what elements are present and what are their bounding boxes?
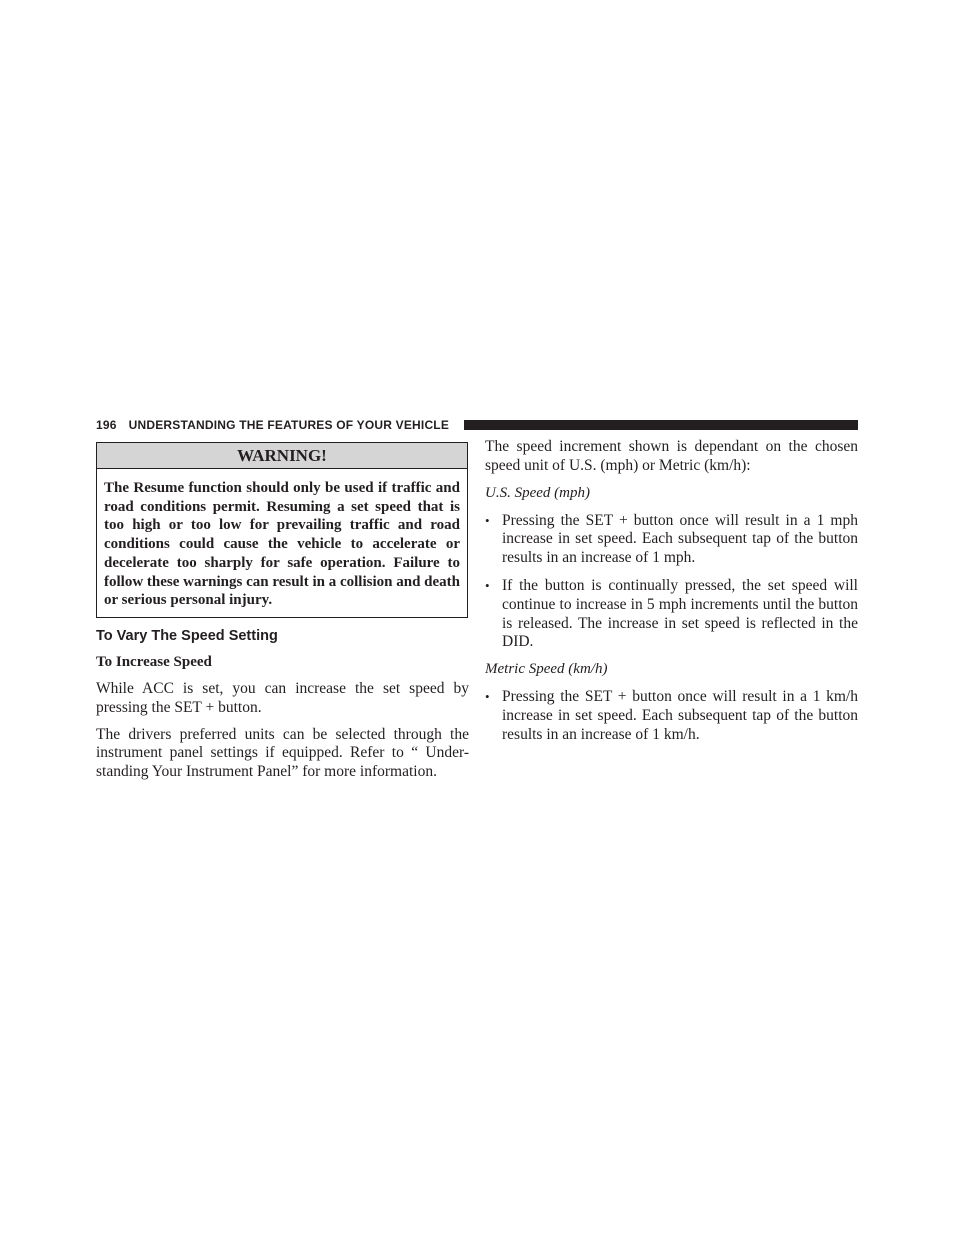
- warning-box: [96, 442, 468, 618]
- paragraph-speed-increment: The speed increment shown is dependant on the chosen speed unit of U.S. (mph) or Metric (km/h):: [485, 438, 858, 474]
- page-number: 196: [96, 417, 117, 432]
- bullet-icon: •: [485, 512, 490, 528]
- sub-heading-increase-speed: To Increase Speed: [96, 653, 212, 670]
- us-speed-heading: U.S. Speed (mph): [485, 484, 590, 501]
- bullet-icon: •: [485, 577, 490, 593]
- right-column: [485, 438, 858, 745]
- list-item: [485, 577, 858, 652]
- us-speed-list: [485, 512, 858, 653]
- running-section-title: UNDERSTANDING THE FEATURES OF YOUR VEHICLE: [128, 417, 450, 432]
- section-heading: To Vary The Speed Setting: [96, 627, 278, 644]
- list-item: [485, 688, 858, 744]
- paragraph-increase-speed: While ACC is set, you can increase the set speed by pressing the SET + button.: [96, 679, 469, 716]
- warning-title: WARNING!: [97, 443, 467, 469]
- paragraph-preferred-units: The drivers preferred units can be selected through the instrument panel settings if equipped. Refer to “ Under-standing Your Instrument Panel” for more information.: [96, 725, 469, 781]
- list-item-text: If the button is continually pressed, the set speed will continue to increase in 5 mph increments until the button is released. The increase in set speed is reflected in the DID.: [502, 576, 858, 651]
- list-item: [485, 512, 858, 568]
- list-item-text: Pressing the SET + button once will result in a 1 km/h increase in set speed. Each subsequent tap of the button results in an increase of 1 km/h.: [502, 688, 858, 743]
- metric-speed-heading: Metric Speed (km/h): [485, 661, 608, 678]
- page-header: [96, 417, 858, 432]
- metric-speed-list: [485, 688, 858, 744]
- list-item-text: Pressing the SET + button once will result in a 1 mph increase in set speed. Each subsequent tap of the button results in an increase of 1 mph.: [502, 511, 858, 567]
- bullet-icon: •: [485, 689, 490, 705]
- header-rule-bar: [464, 420, 858, 430]
- warning-text: The Resume function should only be used if traffic and road conditions permit. Resuming a set speed that is too high or too low for prevailing traffic and road conditions could cause the vehicle to accelerate or decelerate too sharply for safe operation. Failure to follow these warnings can result in a collision and death or serious personal injury.: [104, 480, 461, 609]
- left-column: [96, 442, 469, 782]
